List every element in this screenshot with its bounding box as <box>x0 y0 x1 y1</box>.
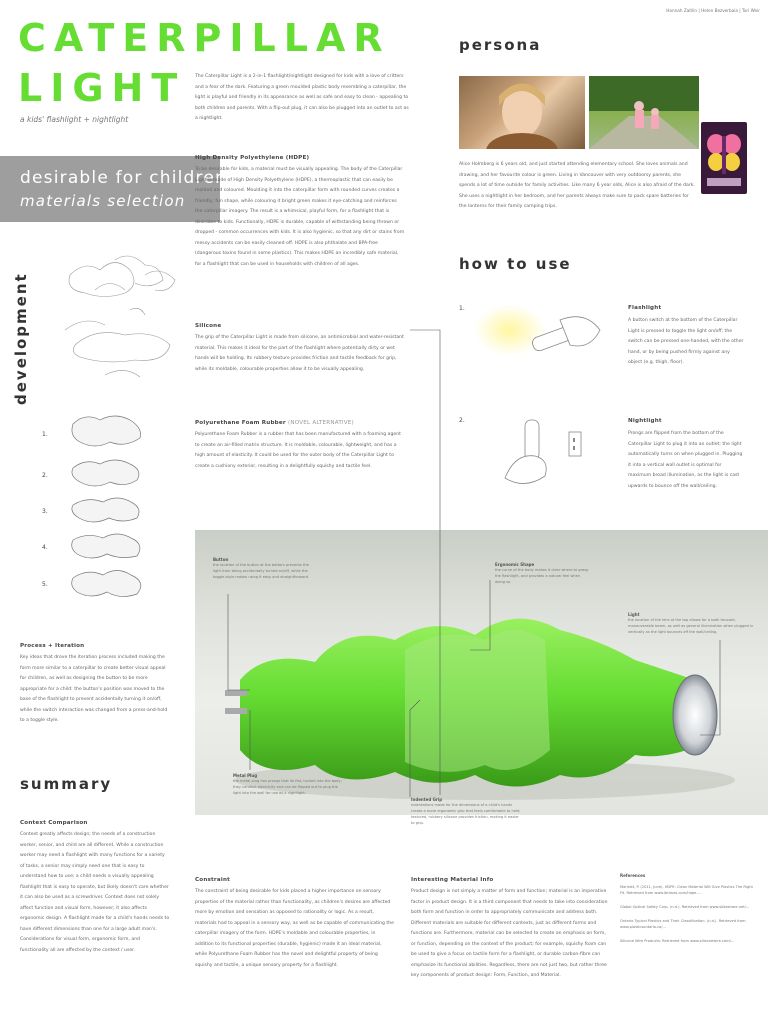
iteration-drawings <box>65 410 155 610</box>
interesting-heading: Interesting Material Info <box>411 877 494 883</box>
persona-text: Alice Holmberg is 6 years old, and just started attending elementary school. She loves animals and drawing, and her favourite colour is green. Living in Vancouver with very outdoorsy parents, she spends a lot of time outside for family activities. Like many 6 year olds, Alice is also afraid of the dark. She uses a nightlight in her bedroom, and her parents always make sure to pack spare batteries for the lanterns for their family camping trips. <box>459 162 695 209</box>
callout-ergonomic-title: Ergonomic Shape <box>495 562 535 567</box>
callout-button <box>213 557 313 580</box>
authors: Hannah Zaitlin | Helen Bezverbaia | Tori Weir <box>666 8 760 13</box>
iteration-3-sketch <box>72 498 139 522</box>
how-to-use-title: how to use <box>459 255 572 273</box>
references <box>620 873 755 944</box>
callout-light-text: the location of the lens at the top allows for a both focused, maneuverable beam, as well as general illumination when plugged in vertically as the light bounces off the wall/ceiling. <box>628 618 754 634</box>
context-heading: Context Comparison <box>20 820 88 826</box>
development-title: development <box>12 272 30 405</box>
banner-line-1: desirable for children <box>20 168 228 188</box>
pu-heading <box>195 420 354 426</box>
persona-portrait-photo <box>459 76 585 149</box>
silicone-heading: Silicone <box>195 323 222 329</box>
callout-plug-title: Metal Plug <box>233 773 258 778</box>
callout-grip-text: indentations made for the dimensions of a child's hands create a more ergonomic grip that feels comfortable to hold; textured, rubbery silicone provides friction, making it easier to grip. <box>411 803 521 825</box>
callout-indented-grip <box>411 797 521 826</box>
hdpe-heading: High Density Polyethylene (HDPE) <box>195 155 310 161</box>
callout-ergonomic <box>495 562 590 585</box>
context-text: Context greatly affects design; the needs of a construction worker, senior, and child are all different. While a construction worker may need a flashlight with many functions for a variety of tasks, a senior may simply need one that is easy to understand how to use; a child needs a visually appealing flashlight that is easy to operate, but likely doesn't care whether it can also be used as a screwdriver. Context does not solely affect function and visual form, however; it also affects ergonomic design. A flashlight made for a child's hands needs to have different dimensions than one for a large adult man's. Considerations for visual form, ergonomic form, and functionality all are affected by the context / user. <box>20 832 170 953</box>
process-text: Key ideas that drove the iteration process included making the form more similar to a caterpillar to create better visual appeal for children, as well as designing the button to be more appropriate for a child: the button's position was moved to the base of the flashlight to prevent accidentally turning it on/off, while the switch interaction was changed from a press-and-hold to a toggle style. <box>20 655 168 723</box>
step-2-heading: Nightlight <box>628 418 662 424</box>
reference-item: Ontario Typical Plastics and Their Classification. (n.d.). Retrieved from www.plasticsontario.ca/... <box>620 919 746 929</box>
iteration-2-number: 2. <box>42 472 48 479</box>
constraint-text: The constraint of being desirable for kids placed a higher importance on sensory properties of the material rather than functionality, as children's desires are affected more by emotion and sensation as opposed to rationality or logic. As a result, materials had to appeal in a sensory way, as well as be capable of communicating the caterpillar imagery of the form. HDPE's moldable and colourable properties, in addition to its functional properties (durable, hygienic) made it an ideal material, while Polyurethane Foam Rubber has the novel and delightful property of being squishy and tactile, a unique sensory property for a flashlight. <box>195 889 394 968</box>
callout-light <box>628 612 758 635</box>
flashlight-hand-illustration <box>470 300 610 375</box>
iteration-1-number: 1. <box>42 431 48 438</box>
pu-heading-note: (NOVEL ALTERNATIVE) <box>288 420 354 426</box>
iteration-5-sketch <box>72 571 141 597</box>
iteration-1-sketch <box>72 416 141 446</box>
intro-text: The Caterpillar Light is a 2-in-1 flashlight/nightlight designed for kids with a love of critters and a fear of the dark. Featuring a green moulded plastic body resembling a caterpillar, the light is playful and friendly in its appearance as well as safe and easy to clean - appealing to both children and parents. With a flip-out plug, it can also be plugged into an outlet to act as a nightlight. <box>195 74 409 121</box>
outdoor-illustration <box>589 76 699 149</box>
persona-title: persona <box>459 36 542 54</box>
step-2-text: Prongs are flipped from the bottom of the Caterpillar Light to plug it into an outlet; the light automatically turns on when plugged in. Plugging it into a vertical wall outlet is optimal for maximum broad illumination, as the light is cast upwards to bounce off the wall/ceiling. <box>628 431 743 489</box>
summary-title: summary <box>20 775 113 793</box>
callout-plug-text: the metal plug has prongs that lie flat, tucked into the body; they conduct electricity and can be flipped out to plug the light into the wall for use as a nightlight. <box>233 779 342 795</box>
callout-button-title: Button <box>213 557 229 562</box>
portrait-illustration <box>459 76 585 149</box>
silicone-text: The grip of the Caterpillar Light is made from silicone, an antimicrobial and water-resistant material. This makes it ideal for the part of the flashlight where potentially dirty or wet hands will be holding. Its rubbery texture provides friction and tactile feedback for grip, while its moldable, colourable properties allow it to be visually appealing. <box>195 335 404 372</box>
nightlight-product-photo <box>701 122 747 194</box>
callout-metal-plug <box>233 773 345 796</box>
interesting-text: Product design is not simply a matter of form and function; material is an imperative factor in product design. It is a third component that needs to take into consideration both form and function in order to appropriately communicate and address both. Different materials are suitable for different contexts, just as different forms and functions are. Furthermore, material can be selected to create an emphasis on form, or function, depending on the context of the product; for example, squishy foam can be used to give a focus on tactile form for a flashlight, or durable carbon-fibre can emphasize its functional abilities. Regardless, there are not just two, but rather three key components of product design: Form, Function, and Material. <box>411 889 608 978</box>
iteration-5-number: 5. <box>42 581 48 588</box>
step-1-number: 1. <box>459 305 465 312</box>
reference-item: Silicone Wire Products: Retrieved from www.siliconewire.com/... <box>620 939 735 943</box>
materials-banner <box>0 156 228 222</box>
development-sketches <box>45 245 185 395</box>
callout-button-text: the location of the button at the bottom prevents the light from being accidentally turned on/off, while the toggle-style makes using it easy and straightforward. <box>213 563 310 579</box>
butterfly-nightlight-illustration <box>701 122 747 194</box>
callout-ergonomic-text: the curve of the body makes it clear where to grasp the flashlight, and provides a natural feel when doing so. <box>495 568 589 584</box>
title-line-1: CATERPILLAR <box>18 16 391 60</box>
iteration-4-number: 4. <box>42 544 48 551</box>
references-heading: References <box>620 873 646 878</box>
banner-line-2: materials selection <box>20 192 186 210</box>
step-1-heading: Flashlight <box>628 305 662 311</box>
hdpe-text: To be desirable for kids, a material must be visually appealing. The body of the Caterpillar Light is made of High Density Polyethylene (HDPE), a thermoplastic that can easily be molded and coloured. Moulding it into the caterpillar form with rounded curves creates a friendly, fun shape, while colouring it bright green makes it eye-catching and reinforces the caterpillar imagery. The result is a whimsical, playful form, for a flashlight that is desirable to kids. Functionally, HDPE is durable, capable of withstanding being thrown or dropped - common occurrences with kids. It is also hygienic, so that any dirt or stains from messy accidents can be easily cleaned off. HDPE is also phthalate and BPA-free (dangerous toxins found in some plastics). This makes HDPE an incredibly safe material, for a flashlight that can be used in households with children of all ages. <box>195 167 405 267</box>
reference-item: Global Optical Safety Corp. (n.d.). Retrieved from www.slideshare.net/... <box>620 905 750 909</box>
reference-item: Marriott, P. (2011, June). HDPE: Clean Material Will Give Plastics The Right Fit. Retrieved from www.ibtimes.com/hdpe-... <box>620 885 753 895</box>
process-heading: Process + Iteration <box>20 643 85 649</box>
constraint-heading: Constraint <box>195 877 231 883</box>
title-line-2: LIGHT <box>18 66 186 110</box>
persona-outdoor-photo <box>589 76 699 149</box>
callout-light-title: Light <box>628 612 640 617</box>
iteration-2-sketch <box>72 460 139 486</box>
step-1-text: A button switch at the bottom of the Caterpillar Light is pressed to toggle the light on/off; the switch can be pressed one-handed, with the other hand, or by being pushed firmly against any object (e.g. thigh, floor). <box>628 318 744 365</box>
nightlight-hand-illustration <box>495 418 590 493</box>
iteration-3-number: 3. <box>42 508 48 515</box>
step-2-number: 2. <box>459 417 465 424</box>
subtitle: a kids' flashlight + nightlight <box>20 115 129 124</box>
pu-heading-title: Polyurethane Foam Rubber <box>195 420 286 426</box>
iteration-4-sketch <box>72 534 140 558</box>
callout-grip-title: Indented Grip <box>411 797 443 802</box>
pu-text: Polyurethane Foam Rubber is a rubber that has been manufactured with a foaming agent to create an air-filled matrix structure. It is moldable, colourable, lightweight, and has a high amount of elasticity. It could be used for the outer body of the Caterpillar Light to create a cushiony exterior, resulting in a delightfully squishy and tactile feel. <box>195 432 401 469</box>
